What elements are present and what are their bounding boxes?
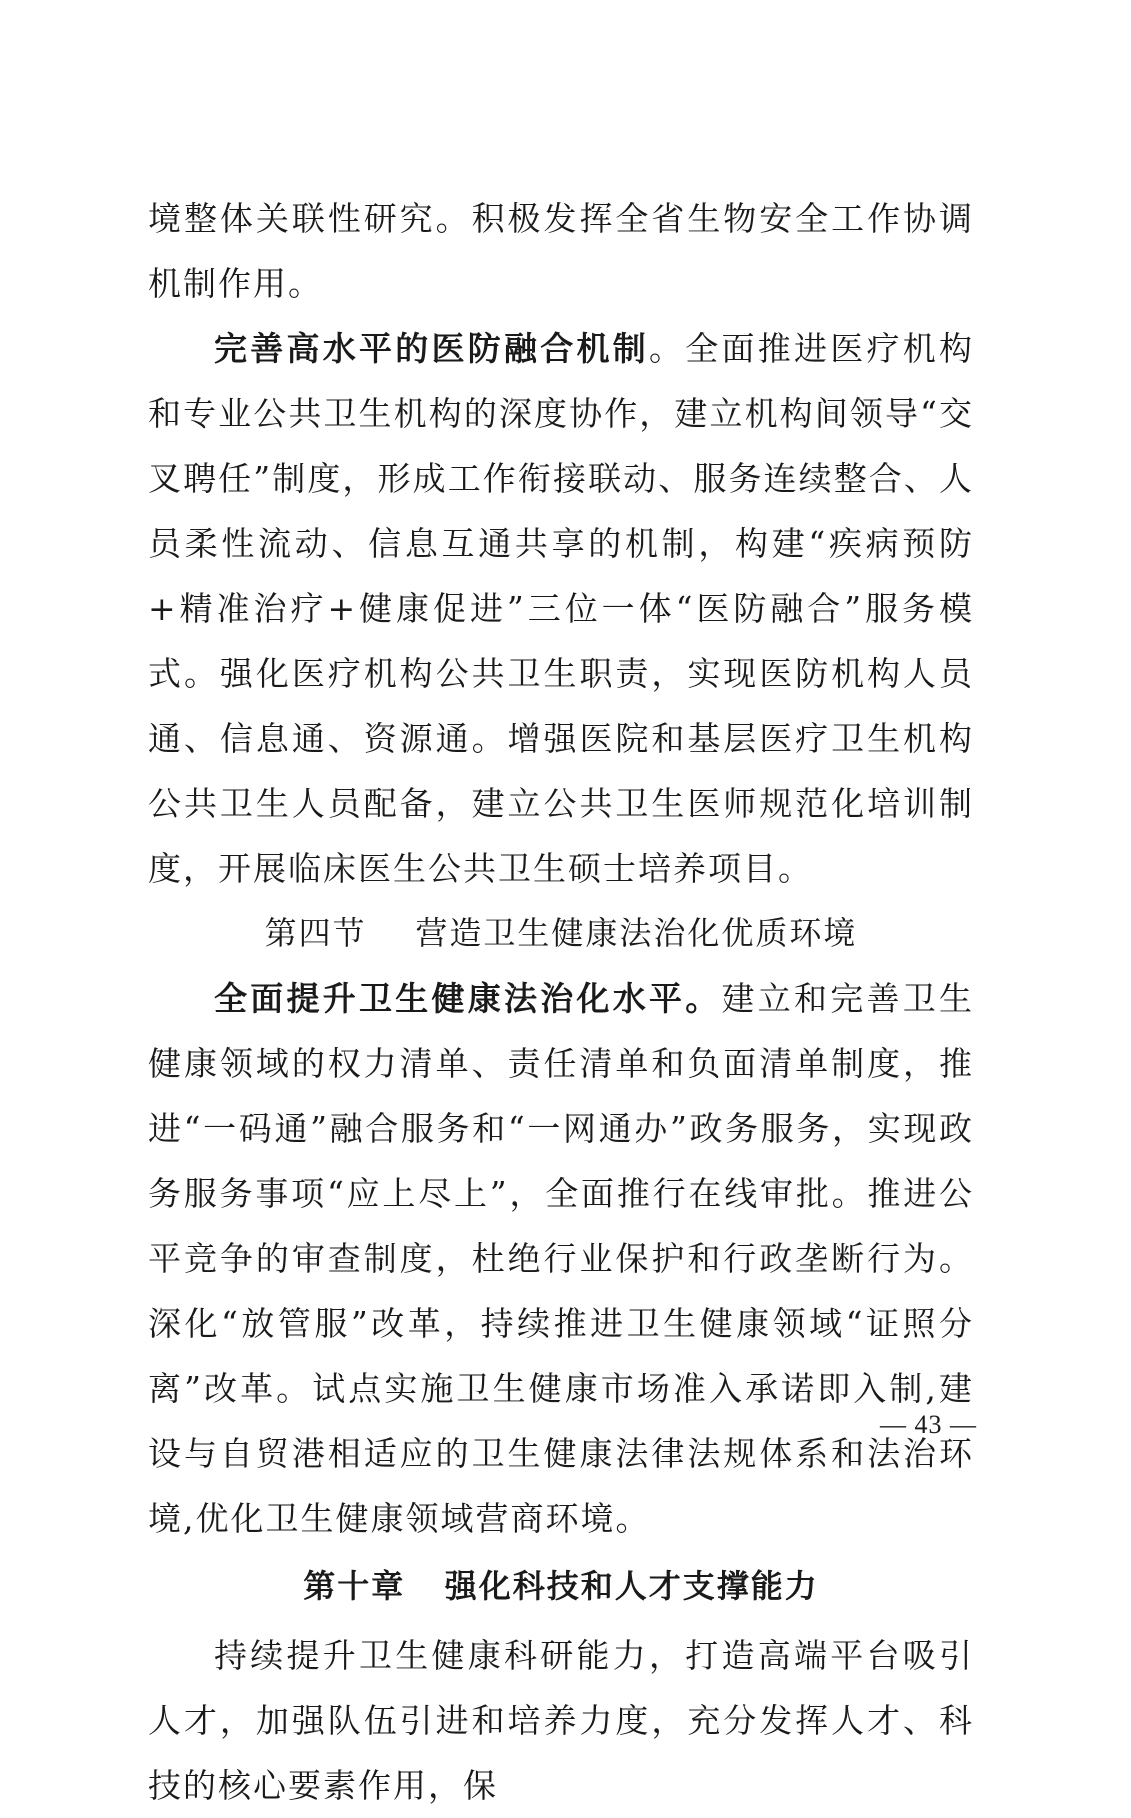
section-title: 营造卫生健康法治化优质环境 bbox=[415, 914, 858, 952]
paragraph-body-text: 建立和完善卫生健康领域的权力清单、责任清单和负面清单制度，推进“一码通”融合服务和“一网通办”政务服务，实现政务服务事项“应上尽上”，全面推行在线审批。推进公平竞争的审查制度，杜绝行业保护和行政垄断行为。深化“放管服”改革，持续推进卫生健康领域“证照分离”改革。试点实施卫生健康市场准入承诺即入制,建设与自贸港相适应的卫生健康法律法规体系和法治环境,优化卫生健康领域营商环境。 bbox=[148, 979, 974, 1538]
chapter-number: 第十章 bbox=[303, 1567, 406, 1605]
section-heading bbox=[148, 901, 974, 966]
section-number: 第四节 bbox=[264, 914, 367, 952]
page-number: — 43 — bbox=[880, 1410, 977, 1439]
chapter-title: 强化科技和人才支撑能力 bbox=[444, 1567, 819, 1605]
paragraph-body-text: 。全面推进医疗机构和专业公共卫生机构的深度协作，建立机构间领导“交叉聘任”制度，形成工作衔接联动、服务连续整合、人员柔性流动、信息互通共享的机制，构建“疾病预防+精准治疗+健康促进”三位一体“医防融合”服务模式。强化医疗机构公共卫生职责，实现医防机构人员通、信息通、资源通。增强医院和基层医疗卫生机构公共卫生人员配备，建立公共卫生医师规范化培训制度，开展临床医生公共卫生硕士培养项目。 bbox=[148, 329, 974, 888]
paragraph-lead-heading: 全面提升卫生健康法治化水平。 bbox=[214, 979, 722, 1018]
continuation-paragraph bbox=[148, 186, 974, 316]
paragraph-medical-prevention bbox=[148, 316, 974, 901]
page-body bbox=[148, 186, 974, 1818]
paragraph-chapter-intro bbox=[148, 1623, 974, 1818]
chapter-heading bbox=[148, 1551, 974, 1623]
continuation-text: 境整体关联性研究。积极发挥全省生物安全工作协调机制作用。 bbox=[148, 199, 974, 303]
paragraph-body-text: 持续提升卫生健康科研能力，打造高端平台吸引人才，加强队伍引进和培养力度，充分发挥人才、科技的核心要素作用，保 bbox=[148, 1636, 974, 1805]
paragraph-rule-of-law bbox=[148, 966, 974, 1551]
paragraph-lead-heading: 完善高水平的医防融合机制 bbox=[214, 329, 649, 368]
